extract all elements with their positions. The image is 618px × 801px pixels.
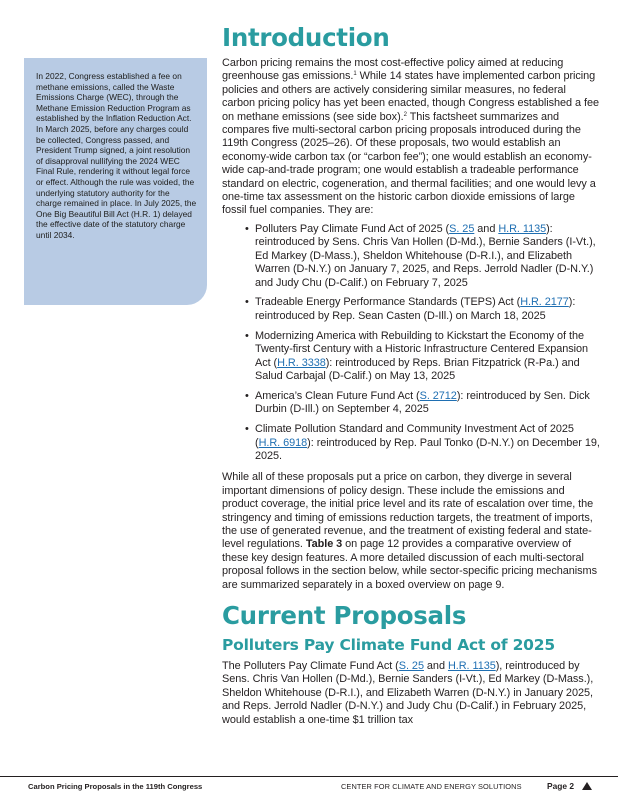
bullet-text: ): reintroduced by Reps. Brian Fitzpatrick (R-Pa.) and Salud Carbajal (D-Calif.) on May 13, 2025: [255, 356, 580, 382]
bullet-text: ): reintroduced by Sen. Dick Durbin (D-Ill.) on September 4, 2025: [255, 389, 590, 416]
intro-text-2: While 14 states have implemented carbon pricing policies and others are actively considering similar measures, no federal carbon pricing policy has yet been enacted, though Congress established a fee on methane emissions (see side box).: [222, 70, 599, 123]
pp-text-1: The Polluters Pay Climate Fund Act (: [222, 660, 399, 673]
design-paragraph: [222, 471, 600, 592]
page-footer: [0, 776, 618, 801]
bill-link-s25-body[interactable]: S. 25: [398, 660, 424, 673]
intro-text-3: This factsheet summarizes and compares five multi-sectoral carbon pricing proposals introduced during the 119th Congress (2025–26). Of these proposals, two would establish an economy-wide carbon tax (or “carbon fee”); one would establish an economy-wide cap-and-trade program; one would establish a tradeable performance standard on electric, cogeneration, and thermal facilities; and one would levy a one-time tax assessment on the historic carbon dioxide emissions of large fossil fuel companies. They are:: [222, 110, 596, 217]
bullet-text: ): reintroduced by Rep. Paul Tonko (D-N.Y.) on December 19, 2025.: [255, 436, 600, 462]
polluters-pay-paragraph: [222, 660, 600, 727]
intro-paragraph: [222, 57, 600, 218]
proposal-list: [222, 223, 600, 464]
bill-link-hr2177[interactable]: H.R. 2177: [520, 296, 569, 309]
list-item: [255, 296, 600, 323]
footnote-2[interactable]: 2: [403, 111, 407, 118]
bill-link-s2712[interactable]: S. 2712: [419, 389, 457, 402]
bullet-text: and: [474, 222, 499, 235]
bill-link-hr6918[interactable]: H.R. 6918: [258, 436, 308, 449]
intro-text-1: Carbon pricing remains the most cost-effective policy aimed at reducing greenhouse gas emissions.: [222, 57, 564, 83]
bullet-text: ): reintroduced by Sens. Chris Van Hollen (D-Md.), Bernie Sanders (I-Vt.), Ed Markey (D-Mass.), Sheldon Whitehouse (D-R.I.), and Elizabeth Warren (D-N.Y.) on January 7, 2025, and Reps. Jerrold Nadler (D-N.Y.) and Judy Chu (D-Calif.) on February 7, 2025: [255, 222, 596, 289]
bullet-text: Modernizing America with Rebuilding to Kickstart the Economy of the Twenty-first Century with a Historic Infrastructure Centered Expansion Act (: [255, 329, 589, 369]
footnote-1[interactable]: 1: [353, 71, 357, 78]
design-text-1: While all of these proposals put a price on carbon, they diverge in several important dimensions of policy design. These include the emissions and product coverage, the initial price level and its rate of escalation over time, the stringency and timing of emissions reduction targets, the treatment of imports, the use of generated revenue, and the treatment of existing federal and state-level regulations.: [222, 471, 594, 551]
list-item: [255, 423, 600, 463]
side-box-text: In 2022, Congress established a fee on methane emissions, called the Waste Emissions Charge (WEC), through the Methane Emission Reduction Program as established by the Inflation Reduction Act. In March 2025, before any charges could be collected, Congress passed, and President Trump signed, a joint resolution of disapproval nullifying the 2024 WEC Final Rule, rendering it without legal force or effect. Although the rule was voided, the underlying statutory authority for the charge remained in place. In July 2025, the One Big Beautiful Bill Act (H.R. 1) delayed the effective date of the statutory charge until 2034.: [36, 71, 197, 240]
main-content: [222, 22, 600, 727]
triangle-up-icon[interactable]: [582, 782, 592, 790]
footer-report-title: Carbon Pricing Proposals in the 119th Congress: [28, 782, 203, 791]
list-item: [255, 330, 600, 384]
list-item: [255, 390, 600, 417]
design-text-2: on page 12 provides a comparative overview of these key design features. A more detailed discussion of each multi-sectoral proposal follows in the section below, while sector-specific pricing mechanisms are summarized separately in a boxed overview on page 9.: [222, 538, 597, 591]
pp-text-3: ), reintroduced by Sens. Chris Van Hollen (D-Md.), Bernie Sanders (I-Vt.), Ed Markey (D-Mass.), Sheldon Whitehouse (D-R.I.), and Elizabeth Warren (D-N.Y.) in January 2025, and Reps. Jerrold Nadler (D-N.Y.) and Judy Chu (D-Calif.) in February 2025, would establish a one-time $1 trillion tax: [222, 660, 594, 726]
bill-link-hr1135[interactable]: H.R. 1135: [498, 222, 547, 235]
methane-fee-side-box: [24, 58, 207, 305]
list-item: [255, 223, 600, 290]
table-3-reference: Table 3: [305, 538, 343, 551]
footer-organization: CENTER FOR CLIMATE AND ENERGY SOLUTIONS: [341, 782, 522, 791]
introduction-heading: Introduction: [222, 23, 390, 52]
bill-link-hr3338[interactable]: H.R. 3338: [277, 356, 326, 369]
bullet-text: America’s Clean Future Fund Act (: [255, 389, 420, 402]
bullet-text: Polluters Pay Climate Fund Act of 2025 (: [255, 222, 450, 235]
bullet-text: ): reintroduced by Rep. Sean Casten (D-Ill.) on March 18, 2025: [255, 296, 576, 322]
page-number: Page 2: [547, 781, 575, 791]
polluters-pay-subheading: Polluters Pay Climate Fund Act of 2025: [222, 636, 555, 655]
pp-text-2: and: [423, 660, 448, 673]
bullet-text: Climate Pollution Standard and Community Investment Act of 2025 (: [255, 423, 574, 449]
bill-link-hr1135-body[interactable]: H.R. 1135: [447, 660, 496, 673]
bullet-text: Tradeable Energy Performance Standards (TEPS) Act (: [255, 296, 521, 309]
current-proposals-heading: Current Proposals: [222, 601, 467, 631]
bill-link-s25[interactable]: S. 25: [449, 222, 475, 235]
